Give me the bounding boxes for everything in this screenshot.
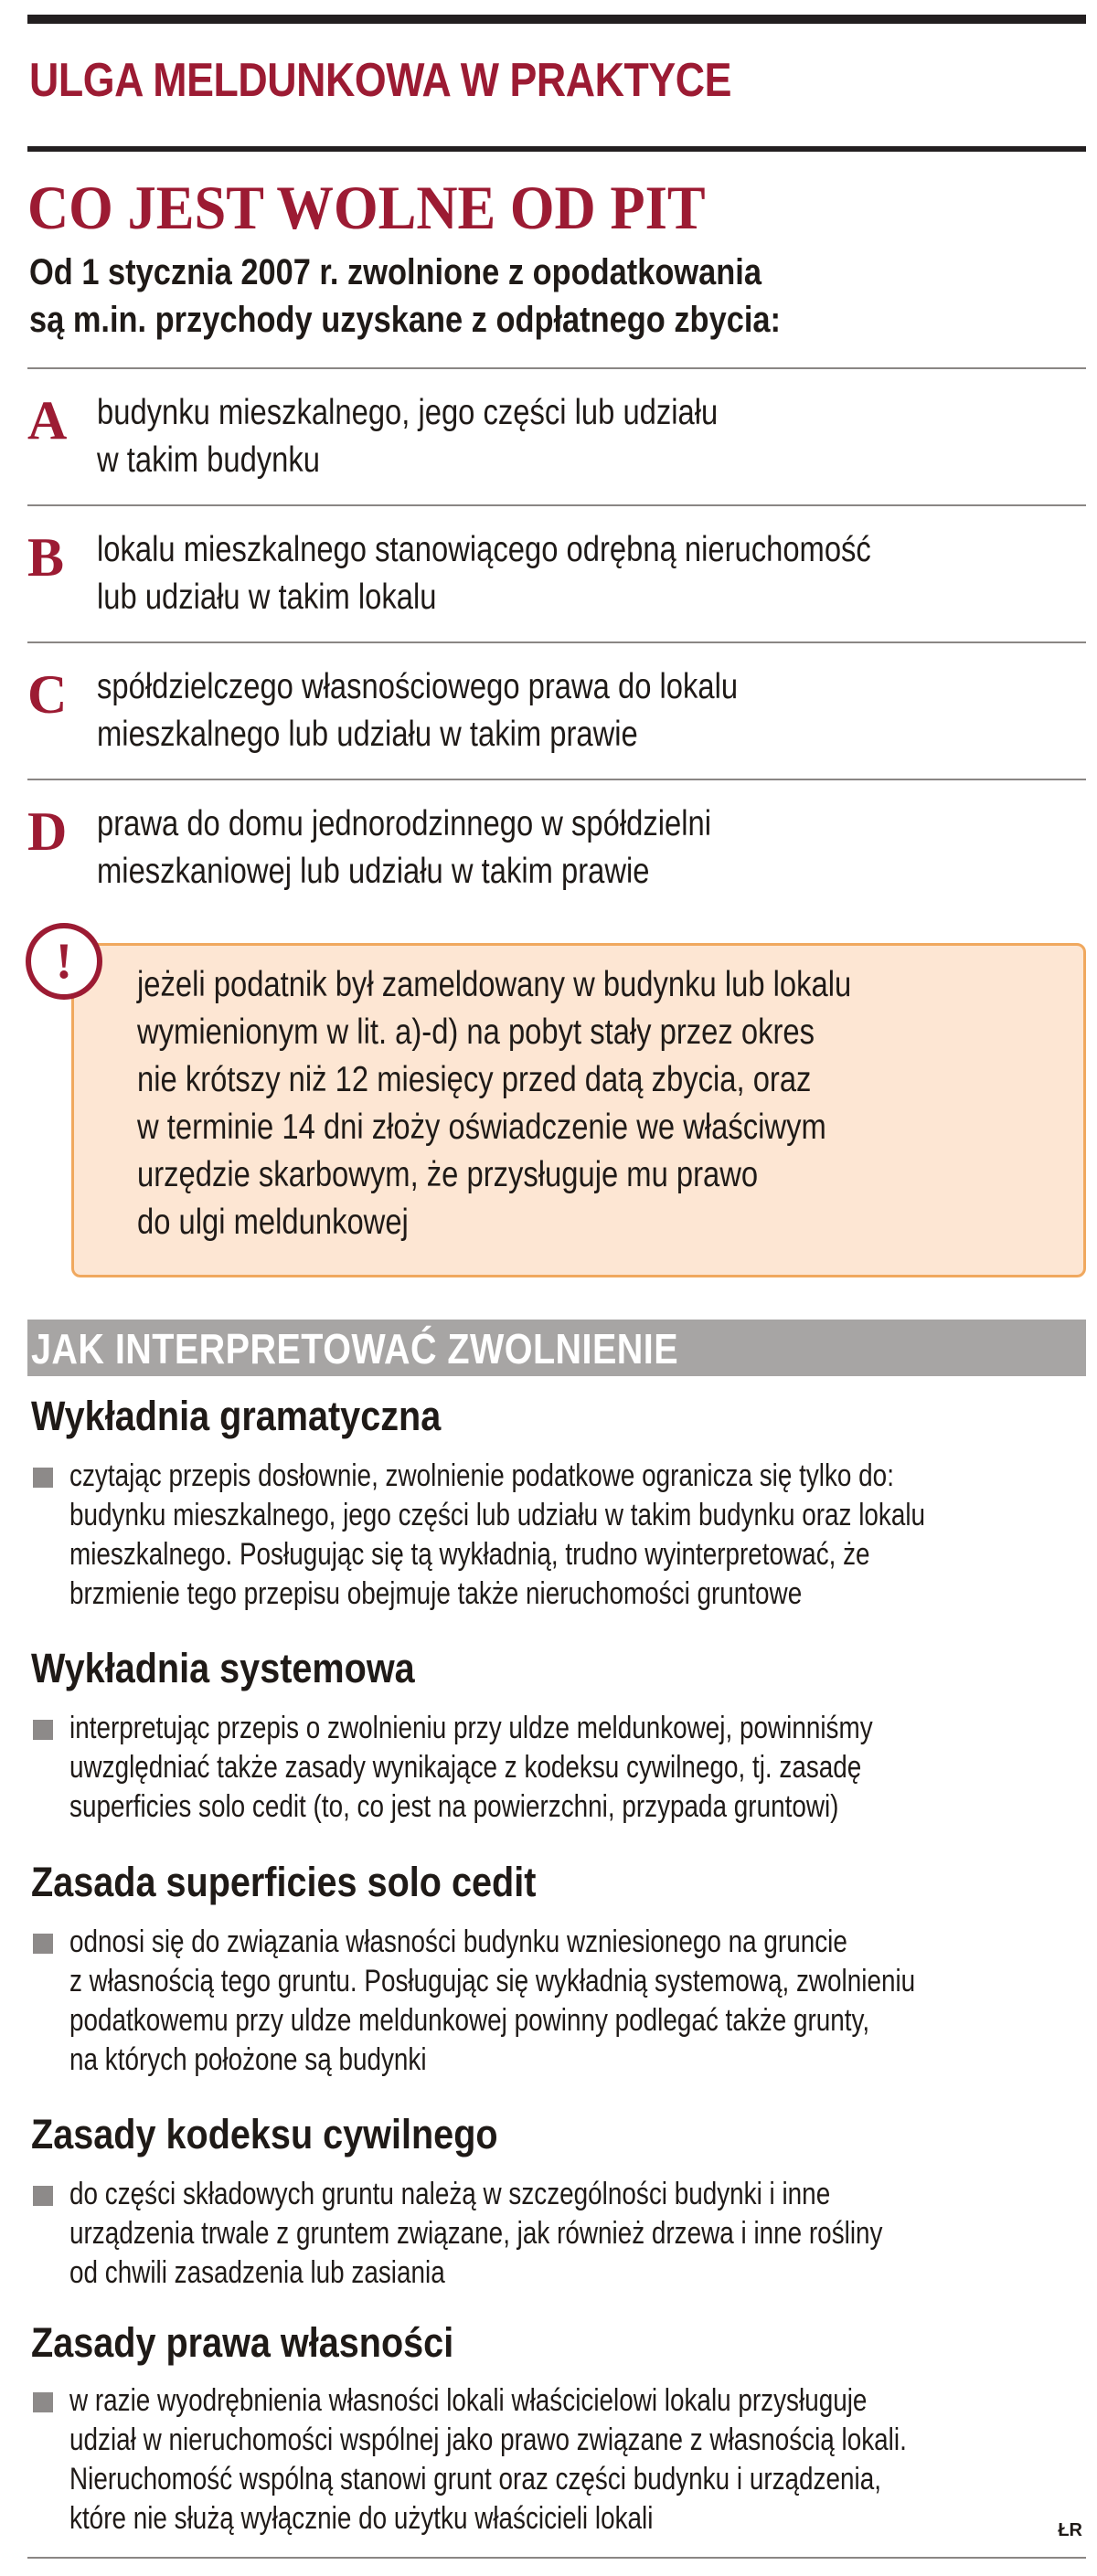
item-line: mieszkalnego lub udziału w takim prawie bbox=[97, 715, 638, 754]
subsection-text bbox=[69, 1457, 1044, 1614]
bullet-square-icon bbox=[33, 2186, 53, 2206]
subsection-line: na których położone są budynki bbox=[69, 2042, 427, 2077]
note-line: urzędzie skarbowym, że przysługuje mu prawo bbox=[137, 1155, 759, 1194]
item-letter-b: B bbox=[27, 527, 65, 588]
subsection-line: odnosi się do związania własności budynku wzniesionego na gruncie bbox=[69, 1924, 847, 1959]
item-letter-c: C bbox=[27, 664, 68, 725]
item-line: lub udziału w takim lokalu bbox=[97, 578, 437, 617]
subsection-line: od chwili zasadzenia lub zasiania bbox=[69, 2255, 445, 2290]
subsection-line: interpretując przepis o zwolnieniu przy uldze meldunkowej, powinniśmy bbox=[69, 1711, 873, 1745]
subsection-line: do części składowych gruntu należą w szczególności budynki i inne bbox=[69, 2177, 831, 2211]
subsection-line: które nie służą wyłącznie do użytku właścicieli lokali bbox=[69, 2501, 654, 2536]
subsection-text bbox=[69, 2381, 1044, 2539]
subsection-heading: Zasady kodeksu cywilnego bbox=[31, 2111, 498, 2157]
item-letter-d: D bbox=[27, 801, 68, 862]
item-text-d bbox=[97, 800, 1018, 896]
item-text-a bbox=[97, 389, 1018, 484]
divider bbox=[27, 504, 1086, 506]
bullet-square-icon bbox=[33, 1468, 53, 1488]
note-text bbox=[137, 961, 1059, 1246]
note-line: jeżeli podatnik był zameldowany w budynku lub lokalu bbox=[137, 965, 852, 1004]
bullet-square-icon bbox=[33, 1934, 53, 1954]
divider bbox=[27, 367, 1086, 369]
header-divider bbox=[27, 146, 1086, 152]
subsection-line: w razie wyodrębnienia własności lokali właścicielowi lokalu przysługuje bbox=[69, 2383, 868, 2418]
top-rule bbox=[27, 15, 1086, 24]
subsection-line: Nieruchomość wspólną stanowi grunt oraz części budynku i urządzenia, bbox=[69, 2462, 881, 2496]
subsection-line: budynku mieszkalnego, jego części lub udziału w takim budynku oraz lokalu bbox=[69, 1498, 926, 1532]
subsection-line: z własnością tego gruntu. Posługując się wykładnią systemową, zwolnieniu bbox=[69, 1964, 916, 1998]
subsection-line: udział w nieruchomości wspólnej jako prawo związane z własnością lokali. bbox=[69, 2422, 907, 2457]
subsection-heading: Wykładnia gramatyczna bbox=[31, 1393, 442, 1439]
subsection-line: brzmienie tego przepisu obejmuje także nieruchomości gruntowe bbox=[69, 1576, 803, 1611]
item-line: budynku mieszkalnego, jego części lub udziału bbox=[97, 393, 719, 432]
subsection-heading: Zasada superficies solo cedit bbox=[31, 1859, 537, 1905]
item-line: spółdzielczego własnościowego prawa do lokalu bbox=[97, 667, 739, 706]
subsection-line: uwzględniać także zasady wynikające z kodeksu cywilnego, tj. zasadę bbox=[69, 1750, 862, 1785]
item-line: prawa do domu jednorodzinnego w spółdzielni bbox=[97, 804, 712, 843]
exclamation-icon: ! bbox=[26, 923, 102, 1000]
author-credit: ŁR bbox=[1058, 2520, 1082, 2540]
subsection-line: urządzenia trwale z gruntem związane, jak również drzewa i inne rośliny bbox=[69, 2216, 883, 2251]
subsection-heading: Wykładnia systemowa bbox=[31, 1645, 415, 1691]
subsection-heading: Zasady prawa własności bbox=[31, 2319, 454, 2366]
note-line: w terminie 14 dni złoży oświadczenie we właściwym bbox=[137, 1108, 826, 1147]
bullet-square-icon bbox=[33, 2392, 53, 2412]
subsection-line: podatkowemu przy uldze meldunkowej powinny podlegać także grunty, bbox=[69, 2003, 870, 2038]
intro-text bbox=[29, 249, 957, 344]
subsection-line: mieszkalnego. Posługując się tą wykładnią, trudno wyinterpretować, że bbox=[69, 1537, 870, 1572]
intro-line: Od 1 stycznia 2007 r. zwolnione z opodatkowania bbox=[29, 252, 762, 292]
note-line: nie krótszy niż 12 miesięcy przed datą zbycia, oraz bbox=[137, 1060, 812, 1099]
bullet-square-icon bbox=[33, 1720, 53, 1740]
item-text-b bbox=[97, 526, 1018, 621]
item-text-c bbox=[97, 663, 1018, 758]
item-letter-a: A bbox=[27, 390, 68, 451]
subsection-line: superficies solo cedit (to, co jest na powierzchni, przypada gruntowi) bbox=[69, 1789, 839, 1824]
note-line: do ulgi meldunkowej bbox=[137, 1203, 409, 1242]
divider bbox=[27, 779, 1086, 780]
divider bbox=[27, 641, 1086, 643]
intro-line: są m.in. przychody uzyskane z odpłatnego zbycia: bbox=[29, 300, 781, 340]
item-line: lokalu mieszkalnego stanowiącego odrębną nieruchomość bbox=[97, 530, 871, 569]
subsection-text bbox=[69, 1923, 1044, 2080]
subsection-text bbox=[69, 2175, 1044, 2293]
note-line: wymienionym w lit. a)-d) na pobyt stały przez okres bbox=[137, 1012, 815, 1052]
bottom-rule bbox=[27, 2557, 1086, 2559]
item-line: mieszkaniowej lub udziału w takim prawie bbox=[97, 852, 650, 891]
item-line: w takim budynku bbox=[97, 440, 320, 480]
section-title: JAK INTERPRETOWAĆ ZWOLNIENIE bbox=[31, 1325, 679, 1373]
subsection-text bbox=[69, 1709, 1044, 1827]
subsection-line: czytając przepis dosłownie, zwolnienie podatkowe ogranicza się tylko do: bbox=[69, 1458, 894, 1493]
header-title: ULGA MELDUNKOWA W PRAKTYCE bbox=[29, 54, 732, 107]
main-title: CO JEST WOLNE OD PIT bbox=[27, 173, 706, 242]
